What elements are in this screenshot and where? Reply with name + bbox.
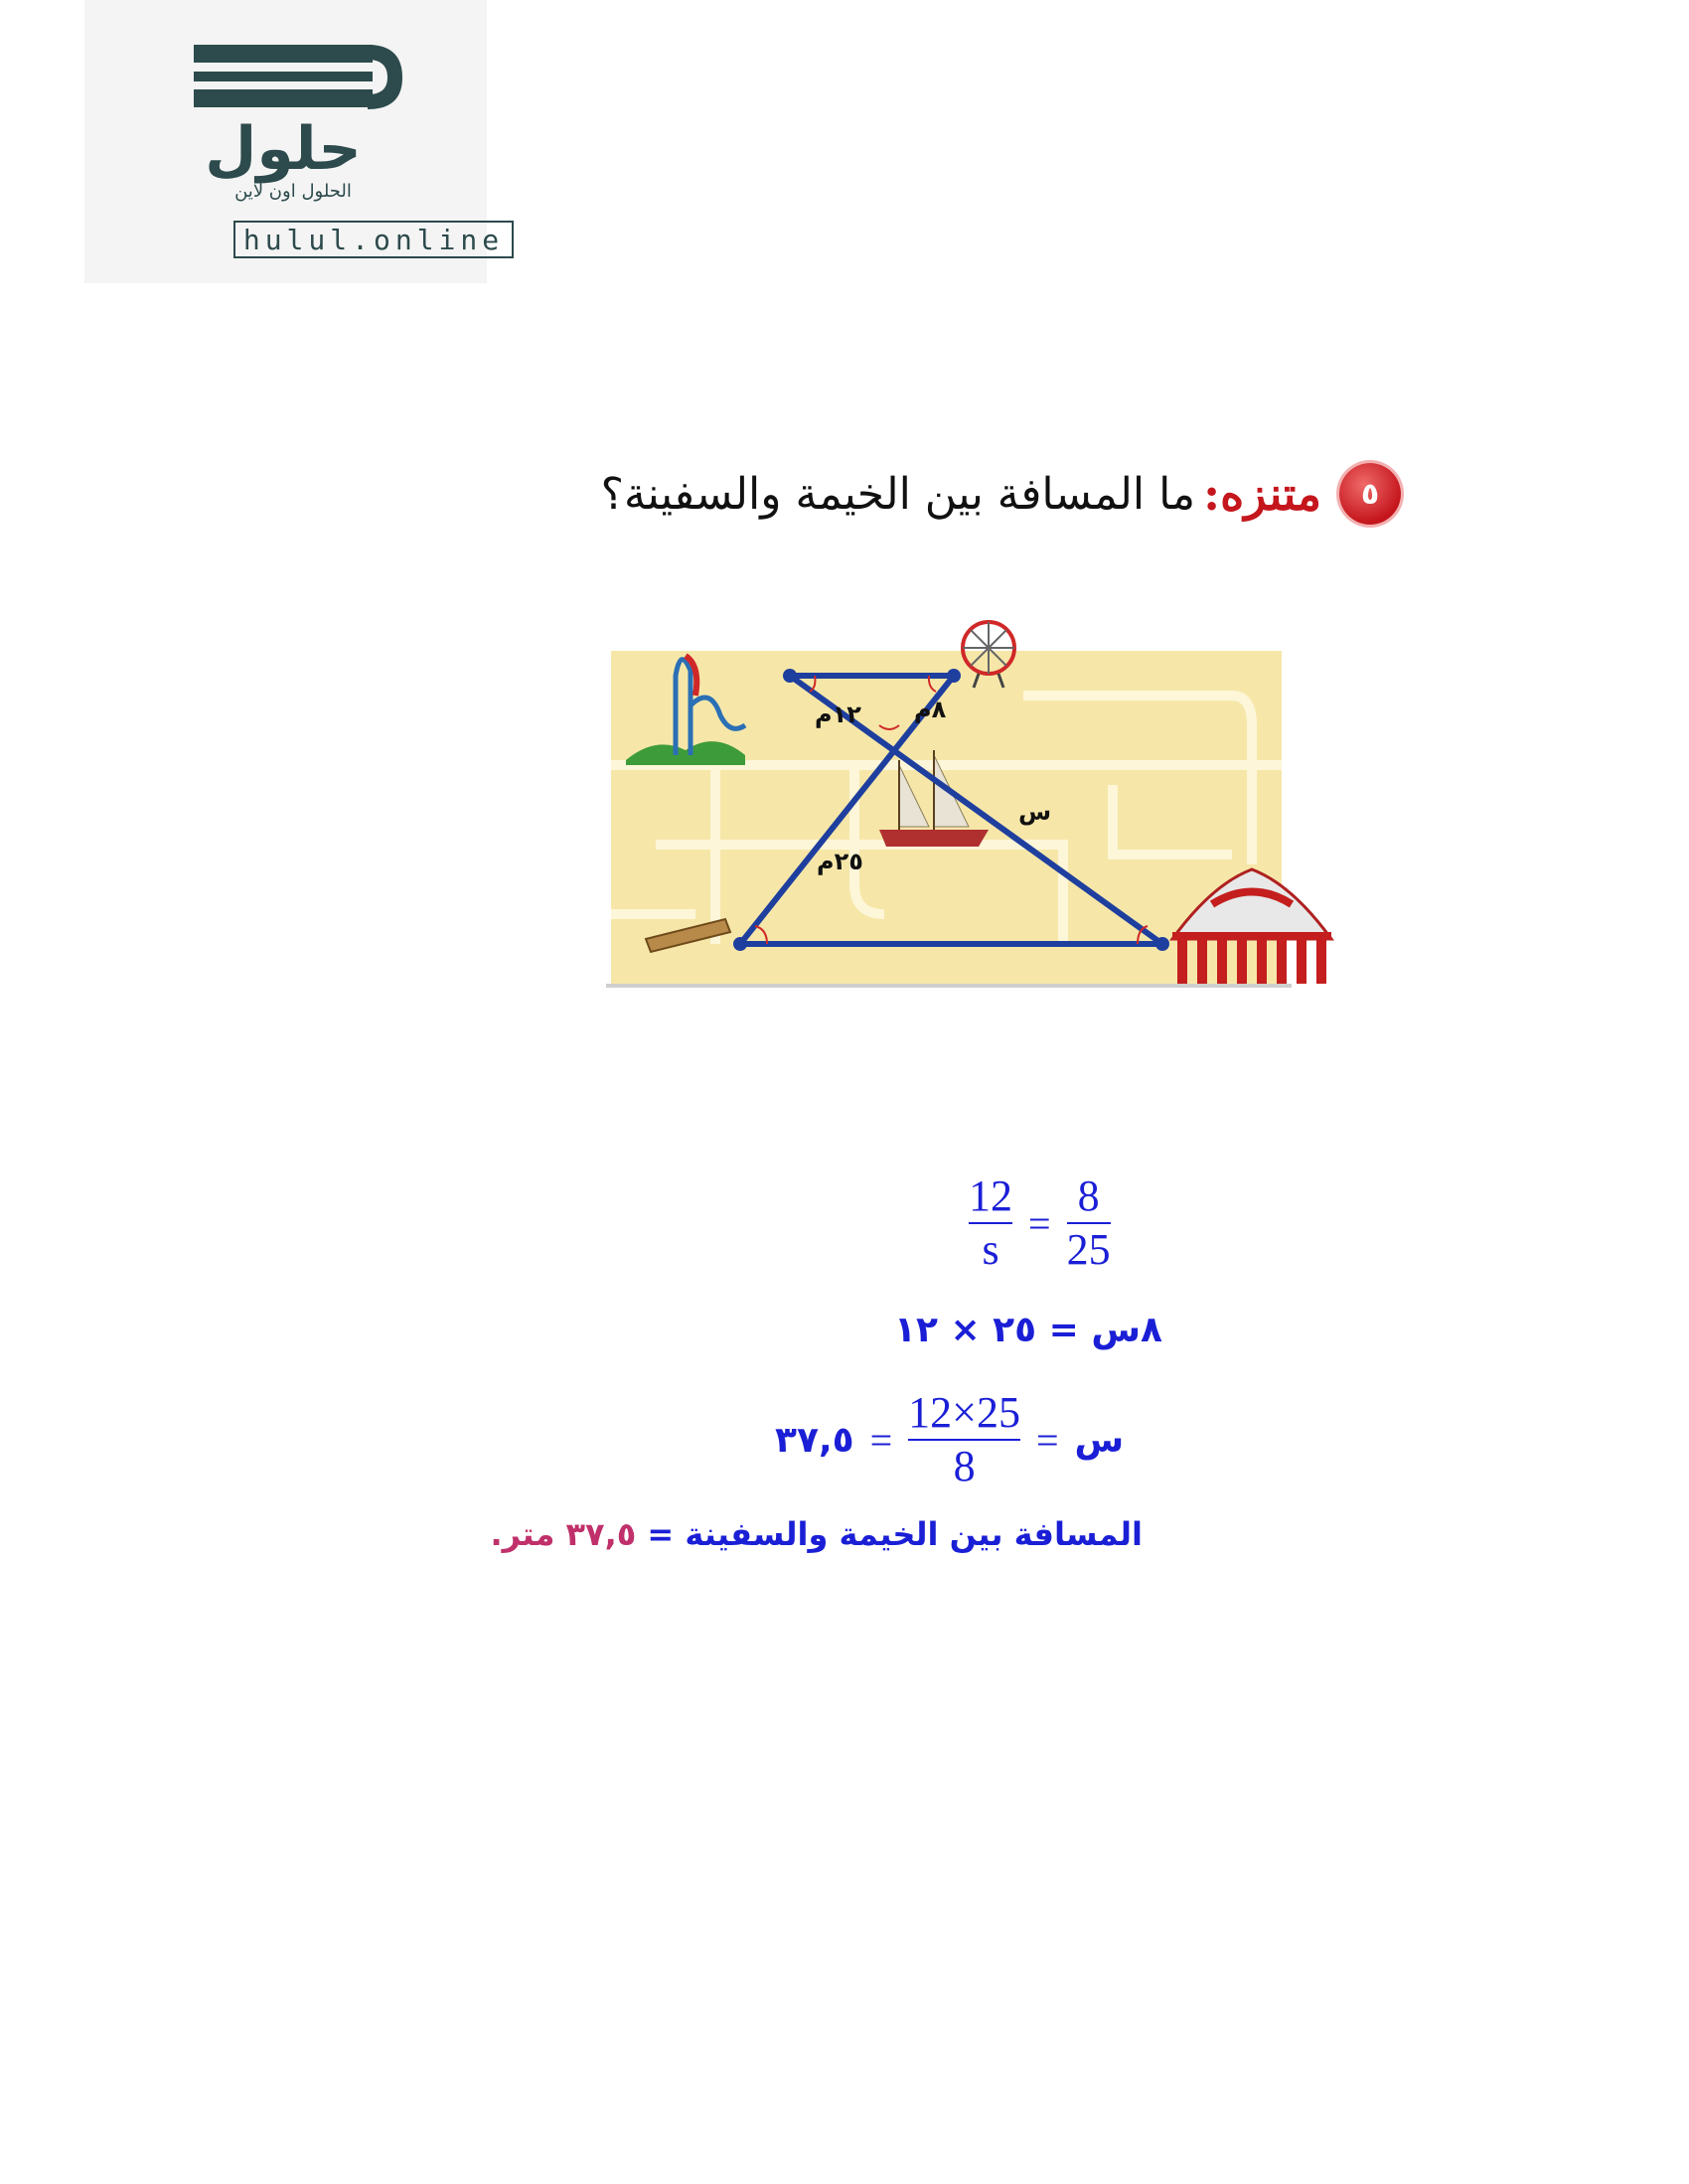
fraction-solve-denominator: 8 [953, 1442, 976, 1490]
question-label: متنزه: [1203, 467, 1321, 521]
equation-cross-multiply: ٨س = ٢٥ × ١٢ [893, 1310, 1162, 1350]
question-heading [556, 459, 1401, 529]
equation-result: ٣٧,٥ [775, 1419, 854, 1461]
question-text: ما المسافة بين الخيمة والسفينة؟ [600, 468, 1196, 520]
hulul-logo [84, 0, 505, 283]
fraction-right-denominator: 25 [1066, 1225, 1111, 1274]
fraction-right-numerator: 8 [1077, 1171, 1100, 1220]
fraction-left-numerator: 12 [969, 1171, 1012, 1220]
fraction-solve [908, 1389, 1020, 1490]
final-answer-text: المسافة بين الخيمة والسفينة = [647, 1515, 1143, 1553]
logo-site-text: hulul.online [233, 221, 514, 258]
fraction-left [969, 1172, 1012, 1274]
question-number-badge: ٥ [1339, 463, 1401, 525]
equation-solve-s [775, 1389, 1124, 1490]
label-right-side: س [1018, 798, 1052, 826]
label-left-side: ٢٥م [817, 848, 863, 875]
fraction-left-denominator: s [982, 1225, 999, 1274]
equals-sign: = [1028, 1200, 1051, 1246]
final-answer-value: ٣٧,٥ متر. [490, 1515, 637, 1553]
final-answer [397, 1515, 1143, 1553]
logo-arabic-name: حلول [205, 114, 362, 184]
equals-sign-2: = [869, 1417, 893, 1463]
fraction-right [1067, 1172, 1111, 1274]
logo-arabic-tagline: الحلول اون لاين [234, 181, 352, 202]
equals-sign-1: = [1035, 1417, 1059, 1463]
fraction-solve-numerator: 12×25 [908, 1388, 1020, 1437]
equation-lhs: س [1074, 1419, 1125, 1461]
label-top-right: ٨م [914, 696, 947, 723]
park-map-diagram [596, 616, 1341, 1004]
equation-proportion [969, 1172, 1111, 1274]
label-top-left: ١٢م [815, 701, 861, 728]
